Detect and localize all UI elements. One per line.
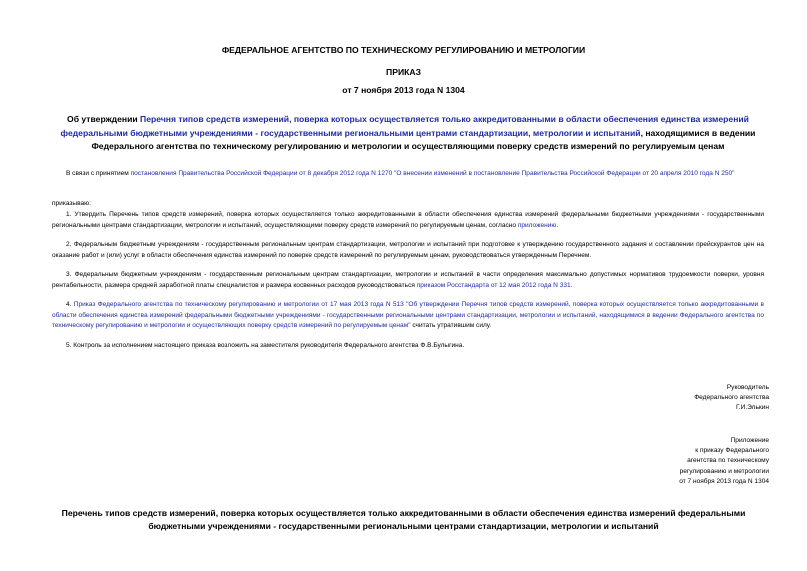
order-subject <box>52 113 764 154</box>
subject-suffix: , находящимися в ведении Федерального агентства по техническому регулированию и метрологии и осуществляющими поверку средств измерений по регулируемым ценам <box>91 127 756 151</box>
paragraph-2 <box>52 240 764 261</box>
signature-title: Руководитель <box>726 384 769 391</box>
appendix-line-3: агентства по техническому <box>687 457 769 465</box>
rosstandart-order-link[interactable]: приказом Росстандарта от 12 мая 2012 года N 331 <box>416 281 571 289</box>
order-513-link[interactable]: Приказ Федерального агентства по техническому регулированию и метрологии от 17 мая 2013 года N 513 "Об утверждении Перечня типов средств измерений, поверка которых осуществляется только аккредитованными в области обеспечения единства измерений федеральными бюджетными учреждениями - государственными региональными центрами стандартизации, метрологии и испытаний, находящимися в ведении Федерального агентства по техническому регулированию и метрологии и осуществляющих поверку средств измерений по регулируемым ценам" <box>52 301 764 330</box>
doc-type-heading: ПРИКАЗ <box>386 67 421 77</box>
appendix-line-1: Приложение <box>730 437 769 444</box>
paragraph-3-end: . <box>570 281 573 289</box>
appendix-block <box>679 436 769 487</box>
appendix-link[interactable]: приложению <box>517 221 557 229</box>
date-number-heading: от 7 ноября 2013 года N 1304 <box>342 85 465 95</box>
paragraph-2-text: 2. Федеральным бюджетным учреждениям - государственным региональным центрам стандартизации, метрологии и испытаний при подготовке к утверждению государственного задания и составлении прейскурантов цен на оказание работ и (или) услуг в области обеспечения единства измерений по поверке средств измерений по регулируемым ценам, руководствоваться утвержденным Перечнем. <box>52 241 764 259</box>
appendix-line-2: к приказу Федерального <box>695 447 769 455</box>
subject-prefix: Об утверждении <box>67 114 141 124</box>
preamble <box>52 169 764 180</box>
paragraph-1-end: . <box>556 221 559 229</box>
list-title: Перечень типов средств измерений, поверка которых осуществляется только аккредитованными в области обеспечения единства измерений федеральными бюджетными учреждениями - государственными региональными центрами стандартизации, метрологии и испытаний <box>61 508 746 531</box>
signature-name: Г.И.Элькин <box>736 404 769 412</box>
paragraph-3-text: 3. Федеральным бюджетным учреждениям - государственным региональным центрам стандартизации, метрологии и испытаний в части определения максимально допустимых нормативов трудоемкости поверки, уровня рентабельности, размера средней заработной платы специалистов и размера косвенных расходов руководствоваться <box>52 271 764 289</box>
order-word: приказываю: <box>52 200 91 207</box>
paragraph-1-text: 1. Утвердить Перечень типов средств измерений, поверка которых осуществляется только аккредитованными в области обеспечения единства измерений федеральными бюджетными учреждениями - государственными региональными центрами стандартизации, метрологии и испытаний, осуществляющими поверку средств измерений по регулируемым ценам, согласно <box>52 211 764 229</box>
paragraph-3 <box>52 270 764 291</box>
paragraph-4-prefix: 4. <box>66 301 74 308</box>
resolution-link[interactable]: постановления Правительства Российской Федерации от 8 декабря 2012 года N 1270 "О внесении изменений в постановление Правительства Российской Федерации от 20 апреля 2010 года N 250" <box>130 170 735 177</box>
signature-agency: Федерального агентства <box>694 394 769 402</box>
agency-heading: ФЕДЕРАЛЬНОЕ АГЕНТСТВО ПО ТЕХНИЧЕСКОМУ РЕГУЛИРОВАНИЮ И МЕТРОЛОГИИ <box>221 45 586 55</box>
paragraph-4 <box>52 300 764 332</box>
signature-block <box>694 383 769 414</box>
paragraph-5 <box>52 341 764 352</box>
appendix-line-5: от 7 ноября 2013 года N 1304 <box>679 477 769 485</box>
subject-list-link[interactable]: Перечня типов средств измерений, поверка которых осуществляется только аккредитованными в области обеспечения единства измерений федеральными бюджетными учреждениями - государственными региональными центрами стандартизации, метрологии и испытаний <box>60 114 749 138</box>
paragraph-1 <box>52 210 764 231</box>
preamble-prefix: В связи с принятием <box>66 170 131 177</box>
appendix-line-4: регулированию и метрологии <box>679 467 769 475</box>
paragraph-4-end: считать утратившим силу. <box>410 322 492 330</box>
paragraph-5-text: 5. Контроль за исполнением настоящего приказа возложить на заместителя руководителя Федерального агентства Ф.В.Булыгина. <box>66 342 465 349</box>
